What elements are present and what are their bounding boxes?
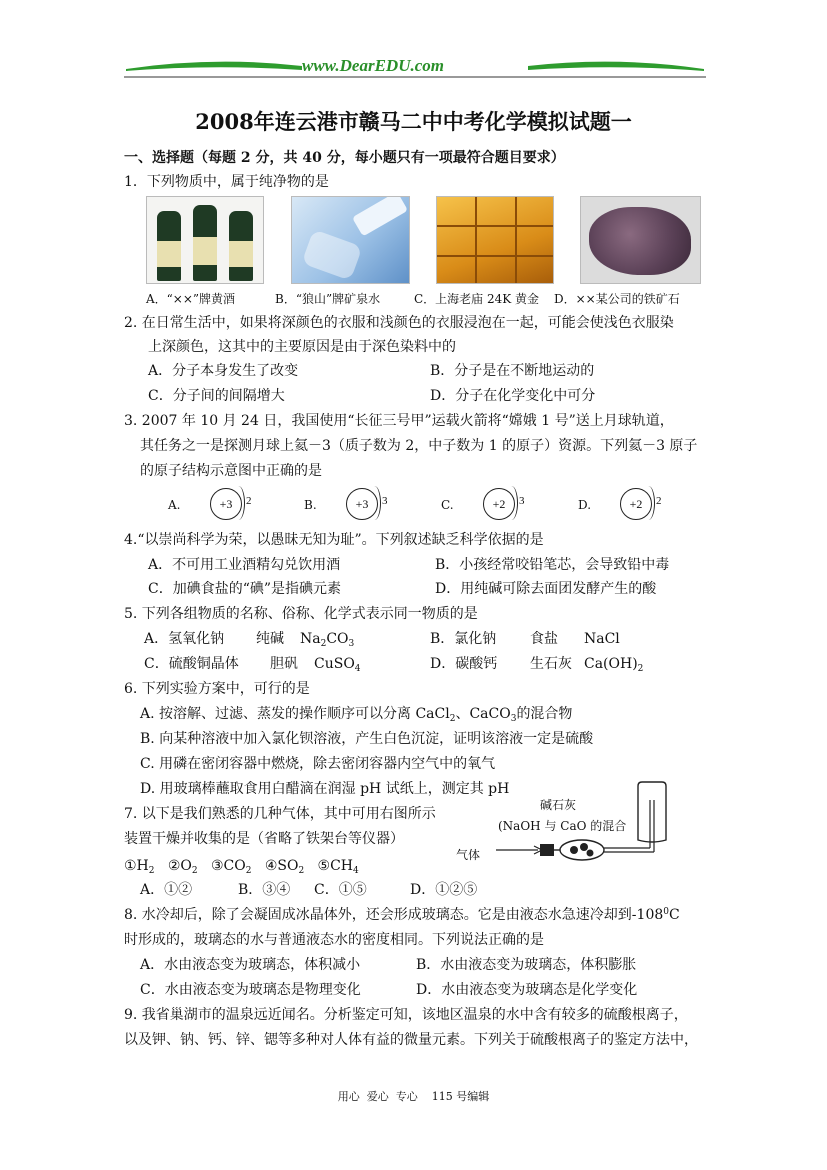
photo-gold-bars [436, 196, 554, 284]
q7-fig-label-gas: 气体 [456, 848, 481, 862]
q5-c-name: C．硫酸铜晶体 [144, 656, 239, 672]
q2-option-b: B．分子是在不断地运动的 [430, 363, 595, 379]
q3-a-nucleus: +3 [210, 488, 242, 520]
q3-option-a-label: A. [168, 498, 181, 512]
q5-d-name: D．碳酸钙 [430, 656, 498, 672]
q4-option-a: A．不可用工业酒精勾兑饮用酒 [148, 557, 341, 573]
drying-apparatus-diagram [490, 780, 670, 870]
q8-option-d: D．水由液态变为玻璃态是化学变化 [416, 982, 638, 998]
photo-mineral-water [291, 196, 410, 284]
q3-option-d-label: D. [578, 498, 592, 512]
q6-stem: 6. 下列实验方案中，可行的是 [124, 681, 310, 697]
q5-b-name: B．氯化钠 [430, 631, 497, 647]
q8-stem-line2: 时形成的，玻璃态的水与普通液态水的密度相同。下列说法正确的是 [124, 932, 544, 948]
section-heading: 一、选择题（每题 2 分，共 40 分，每小题只有一项最符合题目要求） [124, 150, 565, 166]
q3-option-b-label: B. [304, 498, 317, 512]
q9-stem-line2: 以及钾、钠、钙、锌、锶等多种对人体有益的微量元素。下列关于硫酸根离子的鉴定方法中， [124, 1032, 698, 1048]
q3-stem-line3: 的原子结构示意图中正确的是 [140, 463, 322, 479]
q8-option-b: B．水由液态变为玻璃态，体积膨胀 [416, 957, 637, 973]
q2-option-c: C．分子间的间隔增大 [148, 388, 285, 404]
q8-stem-line1: 8. 水冷却后，除了会凝固成冰晶体外，还会形成玻璃态。它是由液态水急速冷却到$-108^0C$ [124, 907, 680, 923]
q4-stem: 4.“以崇尚科学为荣，以愚昧无知为耻”。下列叙述缺乏科学依据的是 [124, 532, 544, 548]
q1-caption-b: B．“狼山”牌矿泉水 [275, 292, 381, 306]
q2-option-a: A．分子本身发生了改变 [148, 363, 299, 379]
q1-caption-a: A．“××”牌黄酒 [146, 292, 236, 306]
q6-option-d: D. 用玻璃棒蘸取食用白醋滴在润湿 pH 试纸上，测定其 pH [140, 781, 510, 797]
q7-fig-label-mixture: (NaOH 与 CaO 的混合 [498, 819, 627, 833]
q2-stem-line2: 上深颜色，这其中的主要原因是由于深色染料中的 [148, 339, 456, 355]
q3-a-shell-arc [232, 486, 245, 520]
photo-wine-bottles [146, 196, 264, 284]
q2-option-d: D．分子在化学变化中可分 [430, 388, 596, 404]
q6-option-c: C. 用磷在密闭容器中燃烧，除去密闭容器内空气中的氧气 [140, 756, 496, 772]
q3-c-shell-arc [505, 486, 518, 520]
q9-stem-line1: 9. 我省巢湖市的温泉远近闻名。分析鉴定可知，该地区温泉的水中含有较多的硫酸根离子， [124, 1007, 688, 1023]
q5-a-formula: $Na_2CO_3$ [300, 631, 355, 649]
q4-option-b: B．小孩经常咬铅笔芯，会导致铅中毒 [435, 557, 670, 573]
q5-a-common: 纯碱 [256, 631, 284, 647]
q3-b-shell-count: 3 [382, 495, 388, 507]
q7-fig-label-lime: 碱石灰 [540, 798, 577, 812]
q3-b-nucleus: +3 [346, 488, 378, 520]
q5-b-formula: NaCl [584, 631, 620, 647]
q6-option-a: A. 按溶解、过滤、蒸发的操作顺序可以分离 CaCl$_2$、CaCO$_3$的混合物 [140, 706, 573, 724]
q7-option-c: C．①⑤ [314, 882, 367, 898]
q3-d-shell-count: 2 [656, 495, 662, 507]
q1-caption-d: D．××某公司的铁矿石 [554, 292, 680, 306]
site-logo-text: www.DearEDU.com [302, 56, 444, 75]
photo-iron-ore [580, 196, 701, 284]
q7-option-b: B．③④ [238, 882, 291, 898]
q5-stem: 5. 下列各组物质的名称、俗称、化学式表示同一物质的是 [124, 606, 478, 622]
q4-option-d: D．用纯碱可除去面团发酵产生的酸 [435, 581, 657, 597]
q5-c-common: 胆矾 [270, 656, 298, 672]
q5-a-name: A．氢氧化钠 [144, 631, 225, 647]
q6-option-b: B. 向某种溶液中加入氯化钡溶液，产生白色沉淀，证明该溶液一定是硫酸 [140, 731, 594, 747]
q5-d-formula: $Ca(OH)_2$ [584, 656, 644, 674]
page-footer: 用心 爱心 专心 115 号编辑 [337, 1090, 490, 1103]
q7-stem-line2: 装置干燥并收集的是（省略了铁架台等仪器） [124, 831, 404, 847]
q7-gas-list: $①H_2$ $②O_2$ $③CO_2$ $④SO_2$ $⑤CH_4$ [124, 858, 359, 876]
q8-option-a: A．水由液态变为玻璃态，体积减小 [140, 957, 361, 973]
q8-option-c: C．水由液态变为玻璃态是物理变化 [140, 982, 361, 998]
q1-stem: 1．下列物质中，属于纯净物的是 [124, 174, 329, 190]
q3-stem-line1: 3. 2007 年 10 月 24 日，我国使用“长征三号甲”运载火箭将“嫦娥 1 号”送上月球轨道， [124, 413, 674, 429]
q5-d-common: 生石灰 [530, 656, 572, 672]
q7-option-d: D．①②⑤ [410, 882, 478, 898]
q1-caption-c: C．上海老庙 24K 黄金 [414, 292, 540, 306]
q3-c-nucleus: +2 [483, 488, 515, 520]
q3-b-shell-arc [368, 486, 381, 520]
q3-option-c-label: C. [441, 498, 454, 512]
q7-stem-line1: 7. 以下是我们熟悉的几种气体，其中可用右图所示 [124, 806, 436, 822]
page-title: 2008年连云港市赣马二中中考化学模拟试题一 [195, 109, 632, 134]
q5-b-common: 食盐 [530, 631, 558, 647]
q3-c-shell-count: 3 [519, 495, 525, 507]
q2-stem-line1: 2. 在日常生活中，如果将深颜色的衣服和浅颜色的衣服浸泡在一起，可能会使浅色衣服染 [124, 315, 674, 331]
q3-d-shell-arc [642, 486, 655, 520]
q4-option-c: C．加碘食盐的“碘”是指碘元素 [148, 581, 342, 597]
q5-c-formula: CuSO$_4$ [314, 656, 361, 674]
q7-option-a: A．①② [140, 882, 193, 898]
q3-stem-line2: 其任务之一是探测月球上氦－3（质子数为 2，中子数为 1 的原子）资源。下列氦－3 原子 [140, 438, 698, 454]
q3-a-shell-count: 2 [246, 495, 252, 507]
q3-d-nucleus: +2 [620, 488, 652, 520]
